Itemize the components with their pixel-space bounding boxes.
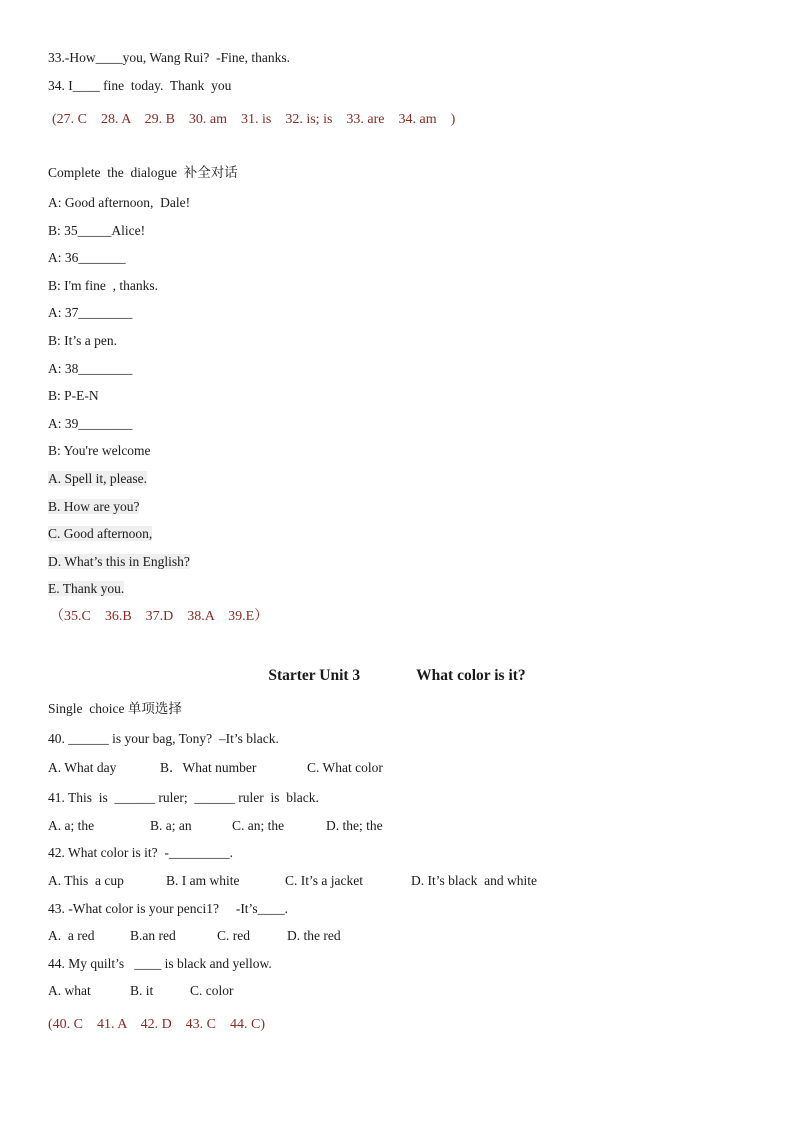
- dialogue-line: B: It’s a pen.: [48, 333, 117, 348]
- dialogue-option-d: D. What’s this in English?: [48, 554, 190, 569]
- question-40: 40. ______ is your bag, Tony? –It’s black.: [48, 731, 279, 746]
- question-43: 43. -What color is your penci1? -It’s____.: [48, 901, 288, 916]
- question-40-options: A. What day B．What number C. What color: [48, 760, 383, 775]
- dialogue-option-c: C. Good afternoon,: [48, 526, 153, 541]
- answer-key-40-44: (40. C 41. A 42. D 43. C 44. C): [48, 1017, 266, 1032]
- dialogue-line: A: Good afternoon, Dale!: [48, 195, 191, 210]
- section-label: Single choice 单项选择: [48, 701, 182, 716]
- question-42: 42. What color is it? -_________.: [48, 845, 233, 860]
- answer-key-27-34: (27. C 28. A 29. B 30. am 31. is 32. is; is 33. are 34. am ): [52, 112, 456, 127]
- question-33: 33.-How____you, Wang Rui? -Fine, thanks.: [48, 50, 291, 65]
- dialogue-line: B: I'm fine , thanks.: [48, 278, 159, 293]
- dialogue-line: A: 39________: [48, 416, 133, 431]
- dialogue-option-a: A. Spell it, please.: [48, 471, 147, 486]
- question-34: 34. I____ fine today. Thank you: [48, 78, 232, 93]
- dialogue-line: A: 36_______: [48, 250, 126, 265]
- question-44: 44. My quilt’s ____ is black and yellow.: [48, 956, 272, 971]
- dialogue-heading: Complete the dialogue 补全对话: [48, 165, 238, 180]
- dialogue-line: A: 37________: [48, 305, 133, 320]
- dialogue-line: B: You're welcome: [48, 443, 151, 458]
- question-42-options: A. This a cup B. I am white C. It’s a jacket D. It’s black and white: [48, 873, 537, 888]
- dialogue-option-e: E. Thank you.: [48, 581, 125, 596]
- question-44-options: A. what B. it C. color: [48, 983, 234, 998]
- dialogue-line: A: 38________: [48, 361, 133, 376]
- dialogue-line: B: 35_____Alice!: [48, 223, 146, 238]
- question-43-options: A. a red B.an red C. red D. the red: [48, 928, 341, 943]
- unit-title: Starter Unit 3 What color is it?: [268, 667, 526, 684]
- question-41-options: A. a; the B. a; an C. an; the D. the; the: [48, 818, 383, 833]
- dialogue-line: B: P-E-N: [48, 388, 99, 403]
- answer-key-35-39: （35.C 36.B 37.D 38.A 39.E）: [50, 609, 269, 624]
- question-41: 41. This is ______ ruler; ______ ruler is black.: [48, 790, 319, 805]
- dialogue-option-b: B. How are you?: [48, 499, 140, 514]
